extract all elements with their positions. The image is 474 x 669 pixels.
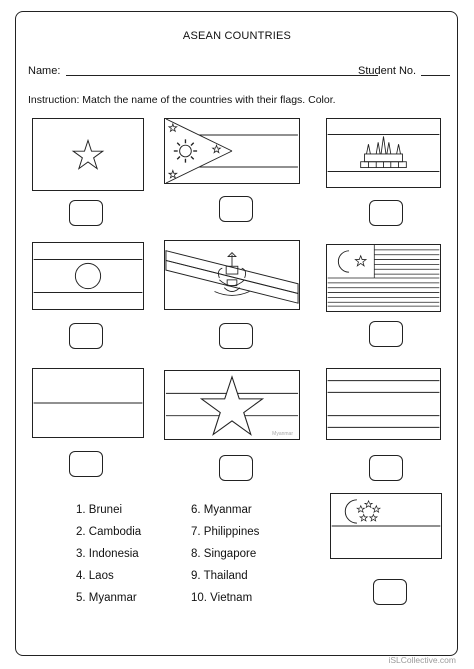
answer-box-2[interactable] [219,196,253,222]
flag-myanmar [164,370,300,440]
name-field[interactable] [66,75,378,76]
stripe-divider-icon [33,369,143,437]
student-number-label: Student No. [358,65,417,77]
worksheet-title: ASEAN COUNTRIES [182,30,292,42]
name-row [28,64,448,80]
answer-box-5[interactable] [219,323,253,349]
country-item: 6. Myanmar [191,504,252,516]
country-list-left [76,499,141,609]
flag-laos [32,242,144,310]
country-item: 1. Brunei [76,504,123,516]
answer-box-7[interactable] [69,451,103,477]
country-list-right [191,499,259,609]
flag-malaysia [326,244,441,312]
country-item: 2. Cambodia [76,526,142,538]
country-item: 10. Vietnam [191,592,253,604]
answer-box-1[interactable] [69,200,103,226]
answer-box-3[interactable] [369,200,403,226]
student-number-field[interactable] [421,75,450,76]
star-icon [33,119,143,190]
country-item: 8. Singapore [191,548,257,560]
answer-box-4[interactable] [69,323,103,349]
flag-vietnam [32,118,144,191]
country-item: 3. Indonesia [76,548,139,560]
large-star-icon [165,371,299,439]
flag-small-text: Myanmar [272,431,293,437]
answer-box-9[interactable] [369,455,403,481]
answer-box-10[interactable] [373,579,407,605]
country-item: 7. Philippines [191,526,260,538]
brunei-crest-icon [165,241,299,309]
country-item: 5. Myanmar [76,592,137,604]
flag-thailand [326,368,441,440]
horizontal-stripes-icon [327,369,440,439]
flag-brunei [164,240,300,310]
flag-singapore [330,493,442,559]
crescent-star-icon [327,245,440,311]
flag-cambodia [326,118,441,188]
country-item: 4. Laos [76,570,114,582]
answer-box-8[interactable] [219,455,253,481]
crescent-stars-icon [331,494,441,558]
instruction-text: Instruction: Match the name of the countries with their flags. Color. [28,94,336,106]
name-label: Name: [28,65,61,77]
circle-icon [33,243,143,309]
answer-box-6[interactable] [369,321,403,347]
angkor-wat-icon [327,119,440,187]
watermark: iSLCollective.com [388,655,456,665]
philippine-sun-icon [165,119,299,183]
flag-indonesia [32,368,144,438]
country-item: 9. Thailand [191,570,248,582]
flag-philippines [164,118,300,184]
